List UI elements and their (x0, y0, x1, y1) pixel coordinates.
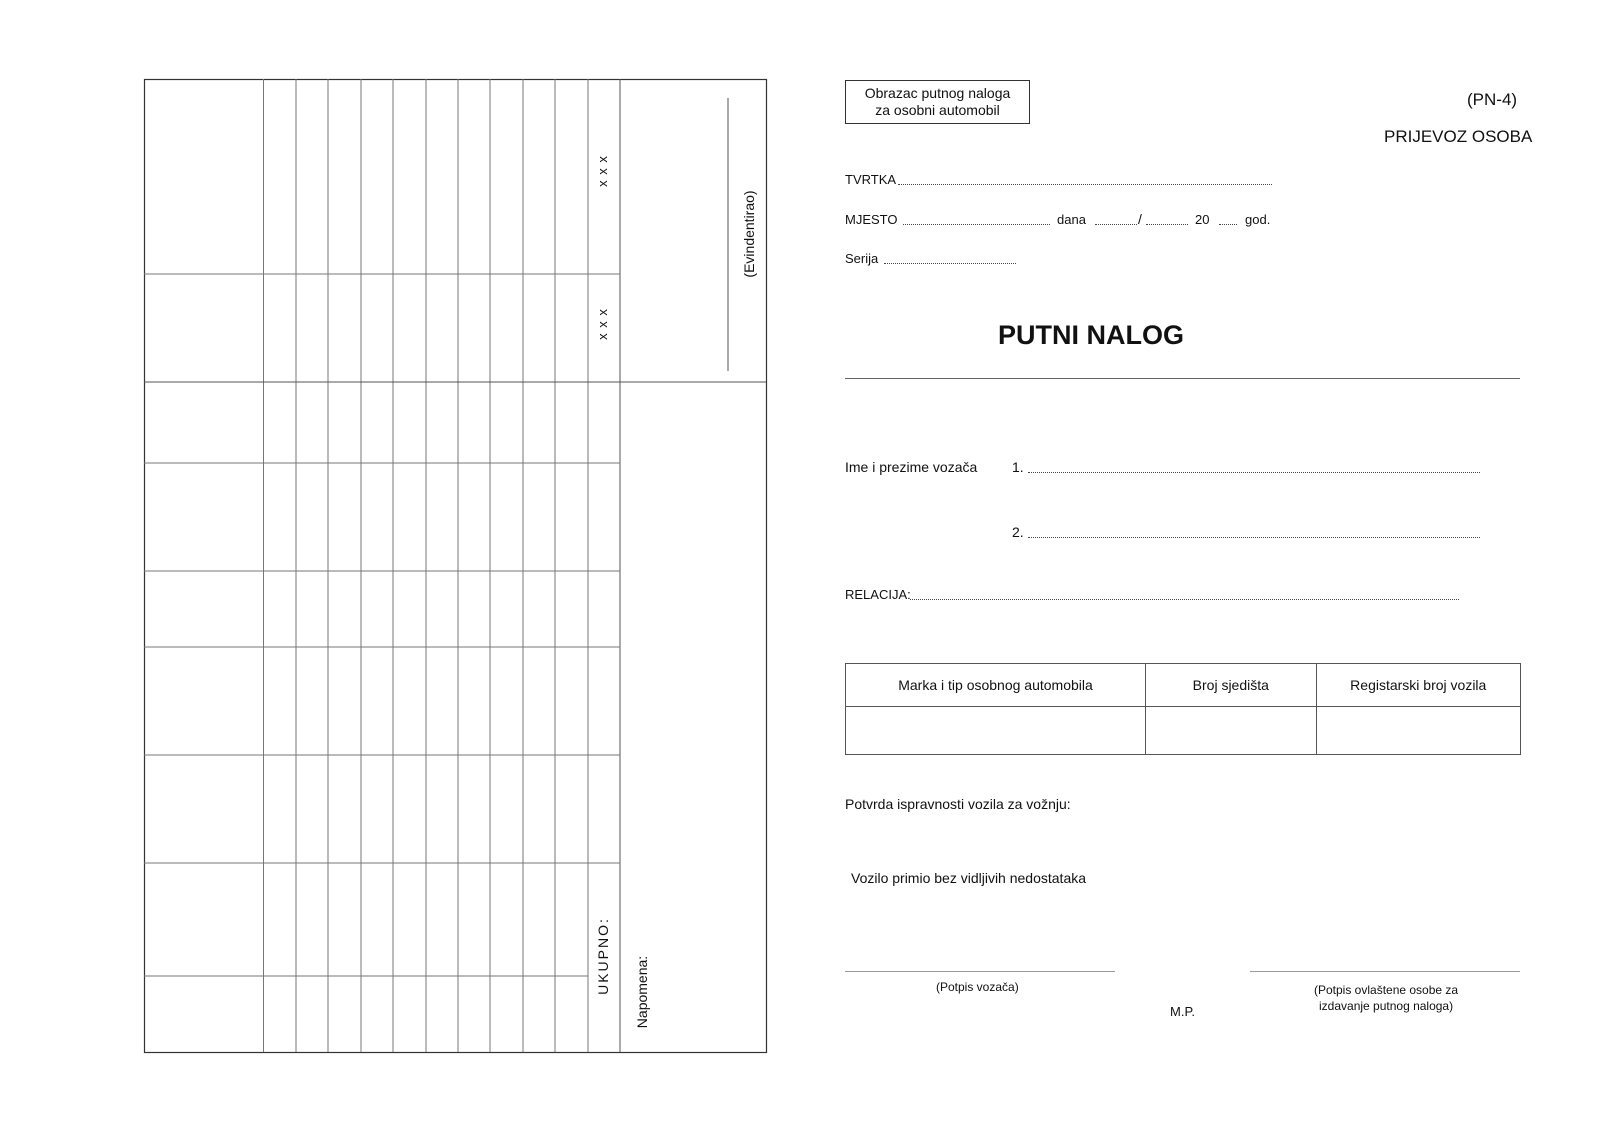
tvrtka-label: TVRTKA (845, 172, 897, 187)
form-type-box (845, 80, 1030, 124)
napomena-label: Napomena: (634, 955, 650, 1029)
driver2-field[interactable] (1028, 537, 1480, 538)
date-slash: / (1138, 211, 1142, 227)
authorized-signature-caption-line2: izdavanje putnog naloga) (1319, 999, 1454, 1013)
serija-label: Serija (845, 251, 879, 266)
evidentirao-label: (Evindentirao) (741, 190, 757, 278)
vozilo-primio-text: Vozilo primio bez vidljivih nedostataka (851, 870, 1087, 886)
potvrda-label: Potvrda ispravnosti vozila za vožnju: (845, 796, 1071, 812)
drivers-label: Ime i prezime vozača (845, 459, 978, 475)
vehicle-table-header-row (846, 664, 1521, 707)
ukupno-label: UKUPNO: (595, 917, 611, 995)
driver2-number: 2. (1012, 524, 1024, 540)
form-code: (PN-4) (1467, 90, 1518, 109)
mjesto-field[interactable] (903, 224, 1050, 225)
vehicle-make-cell[interactable] (846, 707, 1146, 755)
vehicle-make-header: Marka i tip osobnog automobila (846, 664, 1146, 707)
tvrtka-field[interactable] (898, 184, 1272, 185)
vehicle-table-input-row (846, 707, 1521, 755)
registration-header: Registarski broj vozila (1316, 664, 1520, 707)
mjesto-label: MJESTO (845, 212, 898, 227)
authorized-signature-line[interactable] (1250, 971, 1520, 972)
relacija-field[interactable] (910, 599, 1459, 600)
seat-count-cell[interactable] (1146, 707, 1316, 755)
xxx-mark-top: x x x (595, 155, 610, 187)
title-divider (845, 378, 1520, 379)
authorized-signature-caption-line1: (Potpis ovlaštene osobe za (1314, 983, 1459, 997)
registration-cell[interactable] (1316, 707, 1520, 755)
god-label: god. (1245, 212, 1271, 227)
month-field[interactable] (1146, 224, 1188, 225)
stamp-mark: M.P. (1170, 1004, 1196, 1019)
form-title: PUTNI NALOG (998, 320, 1184, 350)
serija-field[interactable] (884, 263, 1016, 264)
xxx-mark-bottom: x x x (595, 308, 610, 340)
year-field[interactable] (1219, 224, 1237, 225)
relacija-label: RELACIJA: (845, 587, 911, 602)
form-type-line2: za osobni automobil (875, 102, 1000, 118)
seat-count-header: Broj sjedišta (1146, 664, 1316, 707)
form-category: PRIJEVOZ OSOBA (1384, 127, 1533, 146)
day-field[interactable] (1095, 224, 1137, 225)
driver-signature-caption: (Potpis vozača) (936, 980, 1019, 994)
vehicle-table (845, 663, 1521, 755)
driver-signature-line[interactable] (845, 971, 1115, 972)
driver1-number: 1. (1012, 459, 1024, 475)
year-prefix: 20 (1195, 212, 1210, 227)
dana-label: dana (1057, 212, 1086, 227)
driver1-field[interactable] (1028, 472, 1480, 473)
form-type-line1: Obrazac putnog naloga (864, 85, 1011, 101)
